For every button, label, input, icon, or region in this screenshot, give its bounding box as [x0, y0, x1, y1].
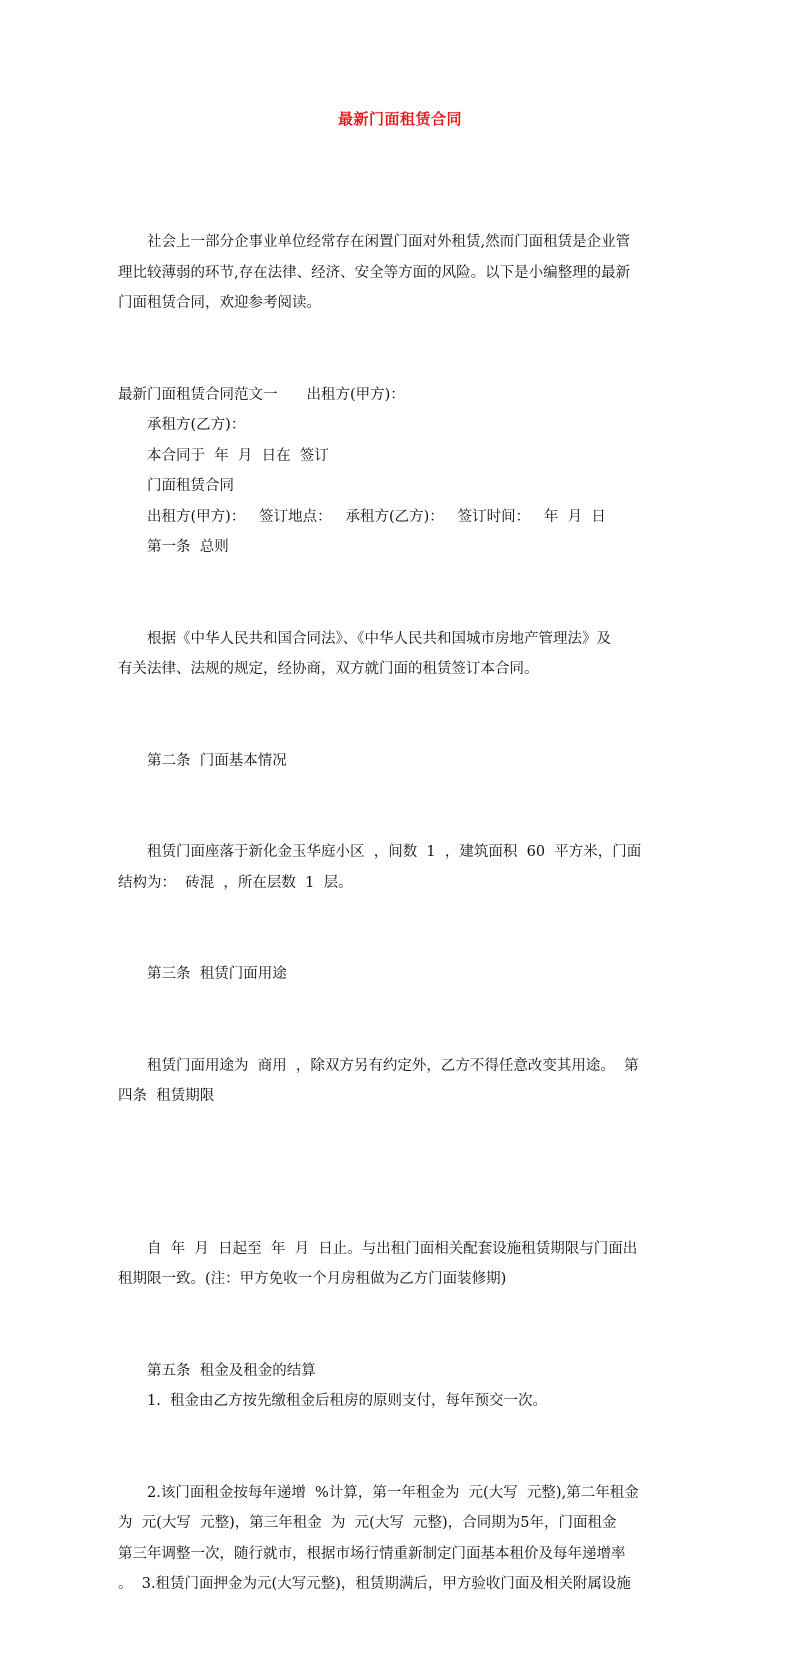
article4-line: 自 年 月 日起至 年 月 日止。与出租门面相关配套设施租赁期限与门面出	[147, 1240, 638, 1257]
article2-line: 租赁门面座落于新化金玉华庭小区 ，间数 1 ，建筑面积 60 平方米，门面	[147, 844, 642, 860]
intro-line: 社会上一部分企事业单位经常存在闲置门面对外租赁,然而门面租赁是企业管	[147, 234, 631, 250]
article2-heading: 第二条 门面基本情况	[147, 752, 287, 769]
party-b-line: 承租方(乙方)：	[147, 417, 246, 433]
article5-item2-line: 为 元(大写 元整)，第三年租金 为 元(大写 元整)，合同期为5年，门面租金	[118, 1515, 617, 1531]
document-title: 最新门面租赁合同	[337, 110, 462, 128]
intro-line: 理比较薄弱的环节,存在法律、经济、安全等方面的风险。以下是小编整理的最新	[118, 264, 631, 281]
article1-line: 根据《中华人民共和国合同法》、《中华人民共和国城市房地产管理法》及	[147, 630, 611, 647]
sample-heading: 最新门面租赁合同范文一 出租方(甲方)：	[118, 386, 405, 403]
article4-line: 租期限一致。(注：甲方免收一个月房租做为乙方门面装修期)	[118, 1271, 507, 1287]
article3-paragraph	[118, 990, 678, 1173]
document-body	[118, 166, 678, 1661]
article5-item1: 1. 租金由乙方按先缴租金后租房的原则支付，每年预交一次。	[147, 1393, 548, 1409]
intro-line: 门面租赁合同，欢迎参考阅读。	[118, 295, 321, 311]
article3-line: 四条 租赁期限	[118, 1088, 215, 1104]
parties-info-line: 出租方(甲方)： 签订地点： 承租方(乙方)： 签订时间： 年 月 日	[147, 508, 606, 525]
article2-paragraph	[118, 776, 678, 959]
article5-item2-paragraph	[118, 1417, 678, 1661]
article4-paragraph	[118, 1173, 678, 1356]
article1-paragraph	[118, 563, 678, 746]
signing-date-line: 本合同于 年 月 日在 签订	[147, 447, 329, 464]
article5-item2-line: 。 3.租赁门面押金为元(大写元整)，租赁期满后，甲方验收门面及相关附属设施	[118, 1576, 631, 1592]
article2-line: 结构为： 砖混 ，所在层数 1 层。	[118, 874, 353, 891]
intro-paragraph	[118, 166, 678, 380]
article3-line: 租赁门面用途为 商用 ，除双方另有约定外，乙方不得任意改变其用途。 第	[147, 1057, 639, 1074]
article5-heading: 第五条 租金及租金的结算	[147, 1362, 316, 1379]
article5-item2-line: 第三年调整一次，随行就市，根据市场行情重新制定门面基本租价及每年递增率	[118, 1545, 626, 1562]
article1-heading: 第一条 总则	[147, 539, 229, 555]
article3-heading: 第三条 租赁门面用途	[147, 966, 287, 982]
contract-name-line: 门面租赁合同	[147, 478, 234, 494]
article5-item2-line: 2.该门面租金按每年递增 %计算，第一年租金为 元(大写 元整),第二年租金	[147, 1484, 639, 1501]
article1-line: 有关法律、法规的规定，经协商，双方就门面的租赁签订本合同。	[118, 661, 539, 677]
